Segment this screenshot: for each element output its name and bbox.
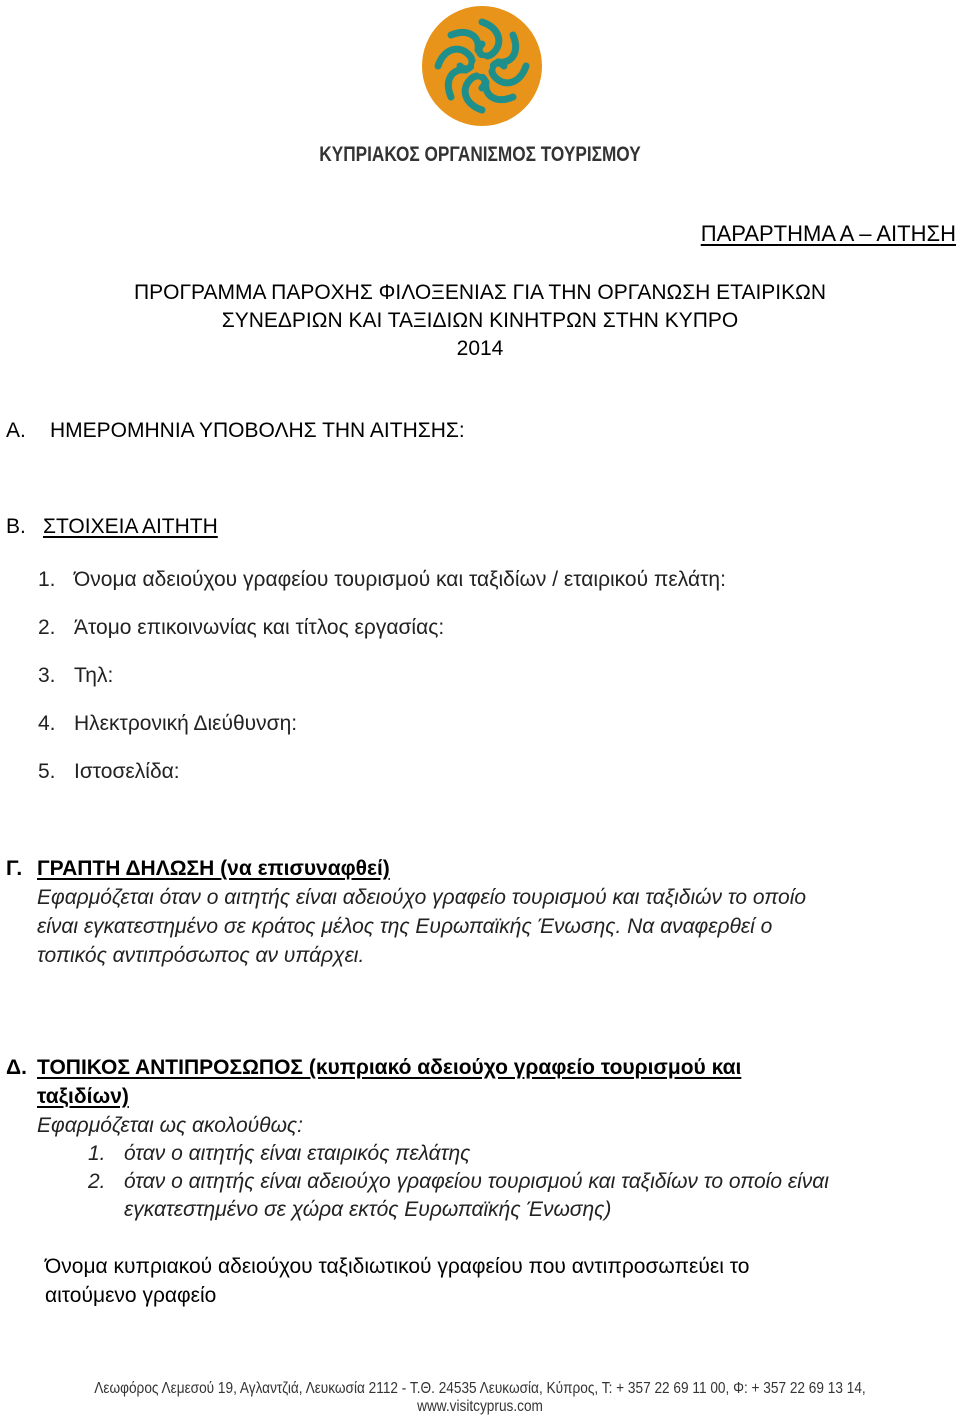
programme-year: 2014 — [456, 337, 504, 360]
section-g-text-line-2: είναι εγκατεστημένο σε κράτος μέλος της Ευρωπαϊκής Ένωσης. Να αναφερθεί ο — [37, 915, 773, 938]
agency-name-label-line-2: αιτούμενο γραφείο — [45, 1284, 217, 1307]
section-g-text-line-1: Εφαρμόζεται όταν ο αιτητής είναι αδειούχο γραφείο τουρισμού και ταξιδιών το οποίο — [37, 886, 807, 909]
section-a-heading — [6, 419, 465, 443]
section-d-title-line-2: ταξιδίων) — [37, 1085, 129, 1108]
footer-address: Λεωφόρος Λεμεσού 19, Αγλαντζιά, Λευκωσία 2112 - Τ.Θ. 24535 Λευκωσία, Κύπρος, Τ: + 357 22 69 11 00, Φ: + 357 22 69 13 14, www.visitcyprus.com — [94, 1380, 866, 1415]
section-d-title-line-1: ΤΟΠΙΚΟΣ ΑΝΤΙΠΡΟΣΩΠΟΣ (κυπριακό αδειούχο γραφείο τουρισμού και — [37, 1056, 742, 1079]
list-item-text: όταν ο αιτητής είναι αδειούχο γραφείου τουρισμού και ταξιδίων το οποίο είναι — [124, 1170, 829, 1193]
section-d-item-2 — [88, 1170, 829, 1194]
section-b-label: Β. — [6, 515, 26, 538]
list-item-number: 1. — [38, 568, 56, 591]
section-g-label: Γ. — [6, 857, 23, 880]
applicant-field-website — [38, 760, 180, 784]
section-a-label: Α. — [6, 419, 26, 442]
list-item-text: όταν ο αιτητής είναι εταιρικός πελάτης — [124, 1142, 471, 1165]
section-b-heading — [6, 515, 218, 539]
annex-title: ΠΑΡΑΡΤΗΜΑ Α – ΑΙΤΗΣΗ — [700, 221, 956, 246]
list-item-text: Ιστοσελίδα: — [74, 760, 180, 783]
list-item-number: 2. — [88, 1170, 106, 1193]
section-g-title: ΓΡΑΠΤΗ ΔΗΛΩΣΗ (να επισυναφθεί) — [37, 857, 390, 880]
section-g-heading — [6, 857, 390, 881]
section-g-text-line-3: τοπικός αντιπρόσωπος αν υπάρχει. — [37, 944, 365, 967]
applicant-field-contact-person — [38, 616, 444, 640]
organization-name: ΚΥΠΡΙΑΚΟΣ ΟΡΓΑΝΙΣΜΟΣ ΤΟΥΡΙΣΜΟΥ — [319, 143, 641, 166]
section-d-item-1 — [88, 1142, 470, 1166]
section-d-item-2-continuation: εγκατεστημένο σε χώρα εκτός Ευρωπαϊκής Ένωσης) — [124, 1198, 612, 1221]
list-item-number: 2. — [38, 616, 56, 639]
agency-name-label-line-1: Όνομα κυπριακού αδειούχου ταξιδιωτικού γραφείου που αντιπροσωπεύει το — [45, 1255, 750, 1278]
section-d-label: Δ. — [6, 1056, 27, 1079]
applicant-field-company-name — [38, 568, 726, 592]
applicant-field-phone — [38, 664, 113, 688]
list-item-number: 4. — [38, 712, 56, 735]
list-item-number: 3. — [38, 664, 56, 687]
section-a-title: ΗΜΕΡΟΜΗΝΙΑ ΥΠΟΒΟΛΗΣ ΤΗΝ ΑΙΤΗΣΗΣ: — [50, 419, 465, 442]
section-b-title: ΣΤΟΙΧΕΙΑ ΑΙΤΗΤΗ — [43, 515, 218, 538]
programme-title-line-2: ΣΥΝΕΔΡΙΩΝ ΚΑΙ ΤΑΞΙΔΙΩΝ ΚΙΝΗΤΡΩΝ ΣΤΗΝ ΚΥΠΡΟ — [221, 309, 739, 332]
list-item-text: Τηλ: — [74, 664, 114, 687]
list-item-text: Άτομο επικοινωνίας και τίτλος εργασίας: — [74, 616, 445, 639]
cto-logo-icon — [420, 4, 544, 128]
applicant-field-email — [38, 712, 297, 736]
section-d-applies: Εφαρμόζεται ως ακολούθως: — [37, 1114, 303, 1137]
list-item-text: Όνομα αδειούχου γραφείου τουρισμού και ταξιδίων / εταιρικού πελάτη: — [74, 568, 726, 591]
section-d-heading — [6, 1056, 741, 1080]
list-item-text: Ηλεκτρονική Διεύθυνση: — [74, 712, 298, 735]
list-item-number: 5. — [38, 760, 56, 783]
programme-title-line-1: ΠΡΟΓΡΑΜΜΑ ΠΑΡΟΧΗΣ ΦΙΛΟΞΕΝΙΑΣ ΓΙΑ ΤΗΝ ΟΡΓΑΝΩΣΗ ΕΤΑΙΡΙΚΩΝ — [133, 281, 827, 304]
list-item-number: 1. — [88, 1142, 106, 1165]
